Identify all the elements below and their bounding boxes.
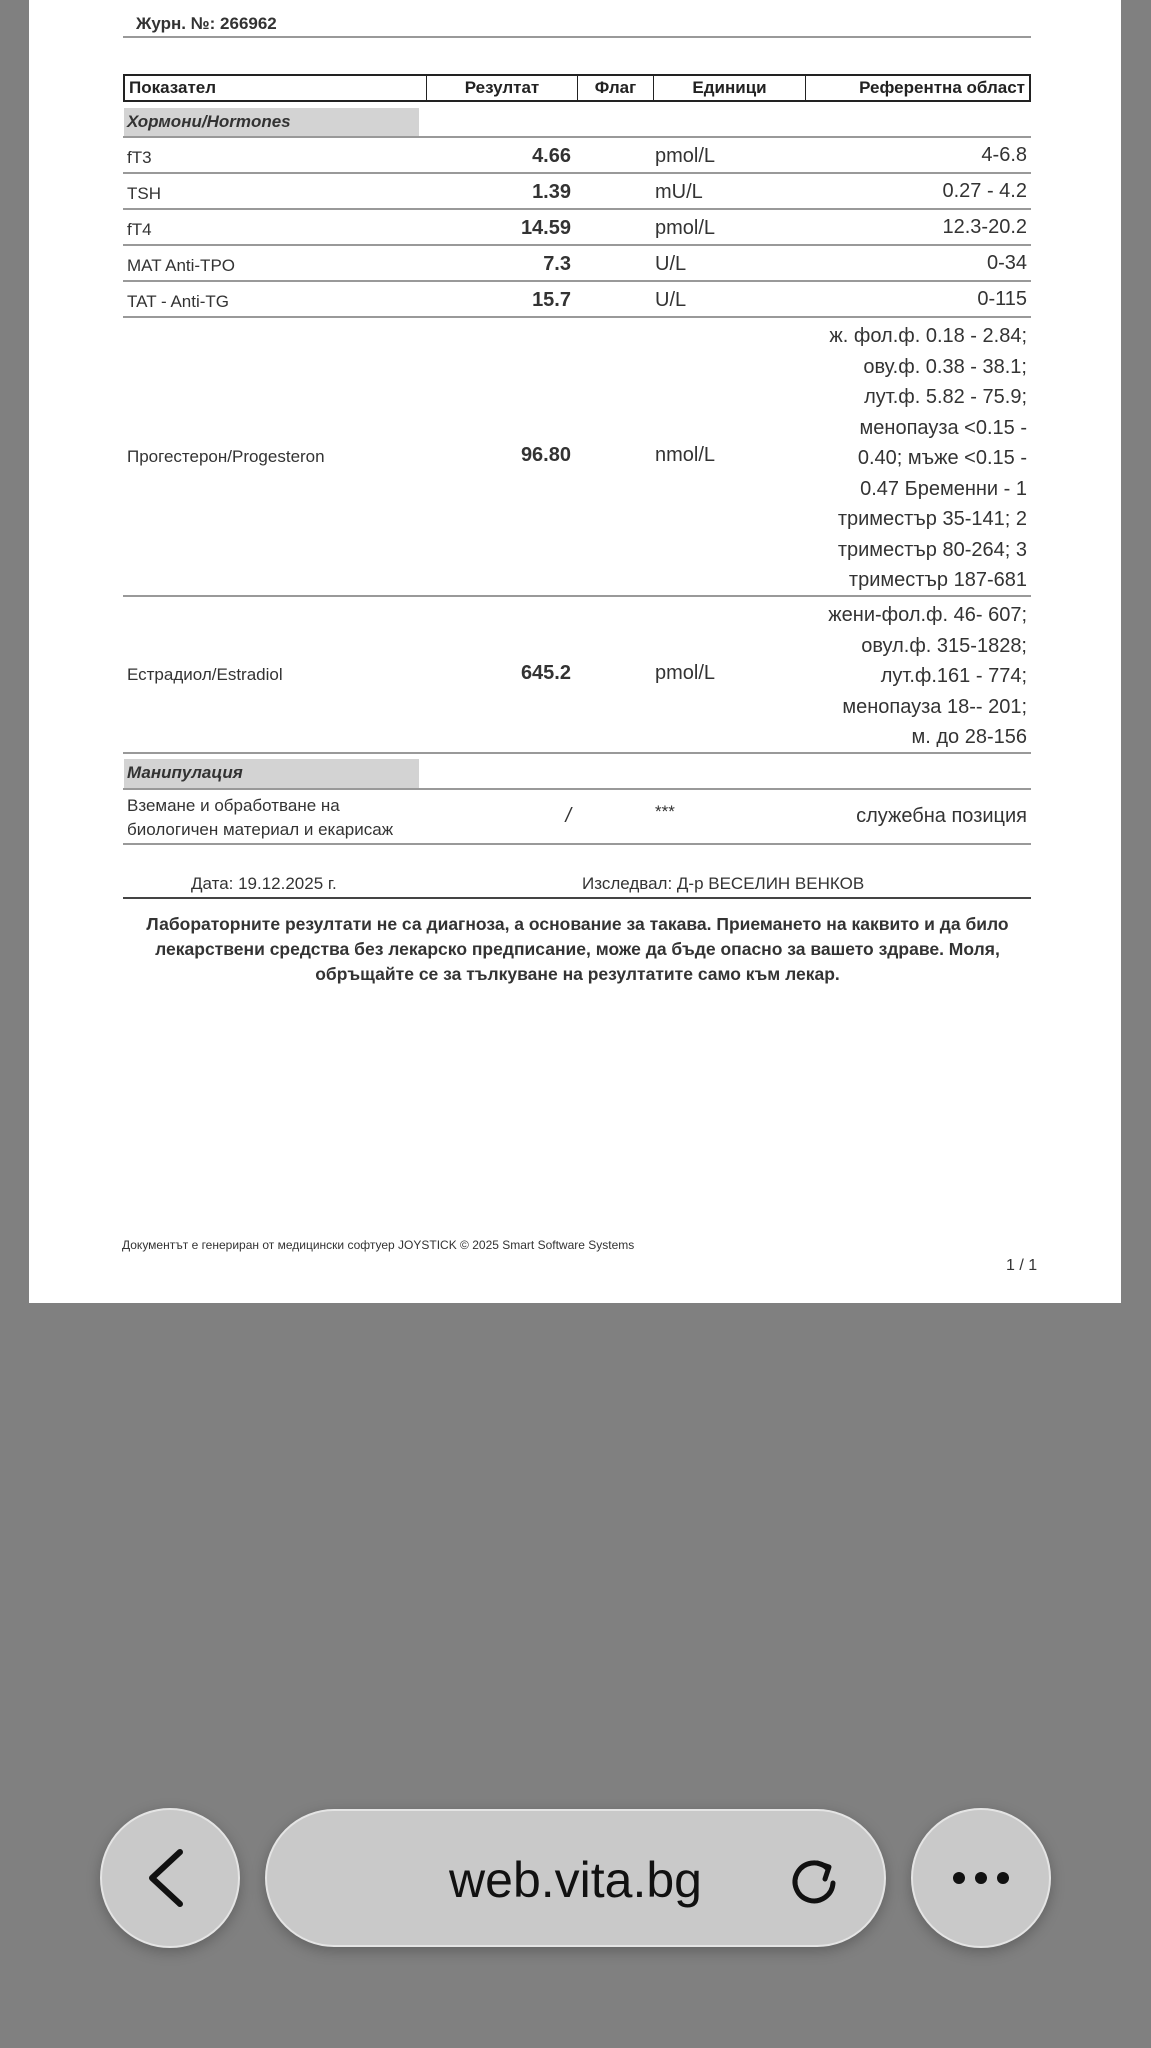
ref-line: м. до 28-156	[911, 726, 1027, 748]
table-row	[123, 246, 1031, 282]
back-button[interactable]	[100, 1808, 240, 1948]
row-result: 645.2	[520, 662, 571, 684]
row-name: fT4	[127, 220, 152, 239]
row-unit: U/L	[655, 253, 687, 275]
table-row	[123, 138, 1031, 174]
row-unit: pmol/L	[655, 662, 716, 684]
examined-by: Изследвал: Д-р ВЕСЕЛИН ВЕНКОВ	[582, 874, 865, 893]
table-row	[123, 174, 1031, 210]
row-ref: 12.3-20.2	[942, 216, 1027, 238]
ref-line: триместър 80-264; 3	[837, 538, 1027, 561]
row-result: 1.39	[532, 181, 571, 203]
row-name	[127, 794, 393, 842]
header-result: Резултат	[427, 76, 578, 100]
row-name: Естрадиол/Estradiol	[127, 665, 283, 684]
row-result: 15.7	[532, 289, 571, 311]
header-flag: Флаг	[578, 76, 654, 100]
row-result: 7.3	[543, 253, 571, 275]
row-ref	[829, 321, 1027, 596]
row-unit: pmol/L	[655, 145, 716, 167]
row-name: MAT Anti-TPO	[127, 256, 236, 275]
name-line: Вземане и обработване на	[127, 796, 340, 815]
row-flag: ***	[655, 802, 675, 821]
journal-number: Журн. №: 266962	[136, 14, 277, 33]
header-indicator: Показател	[125, 76, 427, 100]
ref-line: ову.ф. 0.38 - 38.1;	[863, 355, 1027, 378]
table-row-progesterone	[123, 318, 1031, 597]
more-icon	[913, 1810, 1049, 1946]
row-unit: pmol/L	[655, 217, 716, 239]
reload-icon[interactable]	[787, 1853, 841, 1907]
ref-line: овул.ф. 315-1828;	[861, 634, 1027, 657]
row-name: TSH	[127, 184, 161, 203]
row-ref: 0-115	[977, 288, 1027, 310]
row-result: 4.66	[532, 145, 571, 167]
table-header	[123, 74, 1031, 102]
section-hormones: Хормони/Hormones	[124, 108, 419, 137]
row-ref: 4-6.8	[981, 144, 1027, 166]
report-date: Дата: 19.12.2025 г.	[191, 874, 337, 893]
header-units: Единици	[654, 76, 806, 100]
header-reference: Референтна област	[859, 78, 1025, 97]
disclaimer: Лабораторните резултати не са диагноза, а основание за такава. Приемането на каквито и да било лекарствени средства без лекарско предписание, може да бъде опасно за вашето здраве. Моля, обръщайте се за тълкуване на резултатите само към лекар.	[146, 914, 1009, 984]
row-unit: nmol/L	[655, 444, 716, 466]
divider	[123, 897, 1031, 899]
ref-line: ж. фол.ф. 0.18 - 2.84;	[829, 325, 1027, 347]
row-result: 14.59	[520, 217, 571, 239]
page-number: 1 / 1	[1006, 1257, 1038, 1274]
more-button[interactable]	[911, 1808, 1051, 1948]
ref-line: 0.47 Бременни - 1	[860, 477, 1027, 500]
row-ref: 0.27 - 4.2	[942, 180, 1027, 202]
row-unit: mU/L	[655, 181, 703, 203]
row-name: fT3	[127, 148, 152, 167]
table-row-estradiol	[123, 597, 1031, 754]
footer-text: Документът е генериран от медицински софтуер JOYSTICK © 2025 Smart Software Systems	[122, 1238, 635, 1252]
ref-line: менопауза <0.15 -	[859, 416, 1027, 439]
ref-line: жени-фол.ф. 46- 607;	[828, 604, 1027, 626]
url-text[interactable]: web.vita.bg	[449, 1852, 702, 1908]
row-unit: U/L	[655, 289, 687, 311]
name-line: биологичен материал и екарисаж	[127, 820, 394, 839]
section-manipulation: Манипулация	[124, 759, 419, 788]
row-name: TAT - Anti-TG	[127, 292, 230, 311]
table-row-manipulation	[123, 790, 1031, 845]
row-ref: 0-34	[986, 252, 1027, 274]
row-ref: служебна позиция	[856, 805, 1027, 827]
divider	[123, 36, 1031, 38]
row-name: Прогестерон/Progesteron	[127, 447, 325, 466]
ref-line: триместър 187-681	[848, 569, 1027, 591]
table-row	[123, 210, 1031, 246]
chevron-left-icon	[102, 1810, 238, 1946]
ref-line: лут.ф. 5.82 - 75.9;	[864, 386, 1027, 408]
row-result: /	[565, 805, 571, 827]
ref-line: менопауза 18-- 201;	[842, 695, 1027, 718]
ref-line: 0.40; мъже <0.15 -	[857, 447, 1027, 469]
row-ref	[828, 600, 1027, 753]
ref-line: триместър 35-141; 2	[837, 508, 1027, 530]
table-row	[123, 282, 1031, 318]
address-bar[interactable]	[265, 1809, 886, 1947]
ref-line: лут.ф.161 - 774;	[880, 665, 1027, 687]
row-result: 96.80	[520, 444, 571, 466]
